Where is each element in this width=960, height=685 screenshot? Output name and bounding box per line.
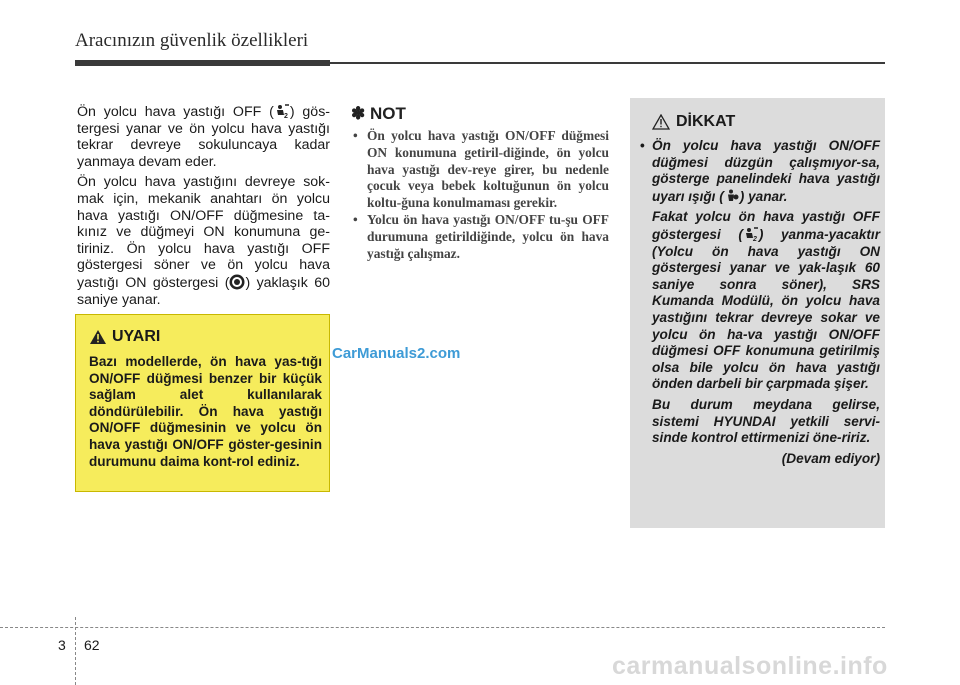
text-fragment: Ön yolcu hava yastığı ON/OFF düğmesi düzgün çalışmıyor-sa, gösterge panelindeki hava yastığı uyarı ışığı (	[652, 138, 880, 204]
watermark-link[interactable]: CarManuals2.com	[332, 345, 461, 362]
svg-text:2: 2	[752, 235, 757, 242]
caution-header	[652, 113, 735, 131]
caution-paragraph: Bu durum meydana gelirse, sistemi HYUNDAI yetkili servi-sinde kontrol ettirmenizi öne-ririz.	[652, 396, 880, 446]
text-fragment: ) yaklaşık 60 saniye yanar.	[77, 274, 330, 308]
paragraph-airbag-on	[77, 174, 330, 308]
page-header-title: Aracınızın güvenlik özellikleri	[75, 30, 309, 51]
airbag-off-icon	[743, 226, 759, 242]
body-text-column	[77, 103, 330, 312]
caution-triangle-icon	[652, 114, 670, 130]
continued-label: (Devam ediyor)	[781, 450, 880, 466]
airbag-warning-light-icon	[724, 188, 740, 204]
warning-title: UYARI	[112, 328, 161, 345]
text-fragment: ) yanma-yacaktır (Yolcu ön hava yastığı ON göstergesi yanar ve yak-laşık 60 saniye sonra söner), SRS Kumanda Modülü, ön yolcu hava yastığını tekrar devreye sokar ve yolcu ön ha-va yastığı ON/OFF düğmesi OFF konumuna getirilmiş olsa bile yolcu ön hava yastığı önden darbeli bir çarpmada şişer.	[652, 226, 880, 392]
svg-text:2: 2	[283, 113, 288, 119]
caution-title: DİKKAT	[676, 113, 736, 130]
footer-divider	[75, 617, 76, 685]
text-fragment: Ön yolcu hava yastığı OFF (	[77, 104, 274, 120]
warning-header	[89, 328, 160, 346]
footer-rule	[0, 627, 885, 628]
caution-paragraph	[652, 138, 880, 205]
caution-text	[640, 138, 880, 467]
header-rule-thin	[330, 62, 885, 64]
warning-triangle-icon	[89, 329, 107, 345]
text-fragment: Ön yolcu hava yastığını devreye sok-mak için, mekanik anahtarı ön yolcu hava yastığı ON/OFF düğmesine ta-kınız ve düğmeyi ON konumuna ge-tiriniz. Ön yolcu hava yastığı OFF göstergesi söner ve ön yolcu hava yastığı ON göstergesi (	[77, 174, 330, 291]
note-item: • Yolcu ön hava yastığı ON/OFF tu-şu OFF durumuna getirildiğinde, yolcu ön hava yastığı çalışmaz.	[351, 212, 609, 262]
note-item: • Ön yolcu hava yastığı ON/OFF düğmesi ON konumuna getiril-diğinde, ön yolcu hava yastığı dev-reye girer, bu nedenle çocuk veya bebek koltuğunun ön yolcu koltu-ğuna konulmaması gerekir.	[351, 128, 609, 212]
warning-text: Bazı modellerde, ön hava yas-tığı ON/OFF düğmesi benzer bir küçük sağlam alet kullanılarak döndürülebilir. Ön hava yastığı ON/OFF düğmesinin ve yolcu ön hava yastığı ON/OFF göster-gesinin durumunu daima kont-rol ediniz.	[89, 354, 322, 469]
text-fragment: Fakat yolcu ön hava yastığı OFF göstergesi (	[652, 209, 880, 242]
page-number: 62	[84, 637, 100, 653]
text-fragment: ) gös-tergesi yanar ve ön yolcu hava yastığı tekrar devreye sokuluncaya kadar yanmaya devam eder.	[77, 104, 331, 170]
warning-box	[75, 314, 330, 492]
note-list	[351, 128, 609, 262]
airbag-off-icon	[274, 103, 290, 119]
caution-box	[630, 98, 885, 528]
text-fragment: ) yanar.	[739, 188, 788, 204]
header-rule-thick	[75, 60, 330, 66]
note-title: ✽ NOT	[351, 104, 406, 123]
chapter-number: 3	[58, 637, 66, 653]
caution-item	[640, 138, 880, 205]
site-watermark: carmanualsonline.info	[612, 652, 888, 680]
caution-paragraph	[652, 209, 880, 393]
paragraph-airbag-off	[77, 103, 330, 170]
airbag-on-icon	[229, 274, 245, 290]
